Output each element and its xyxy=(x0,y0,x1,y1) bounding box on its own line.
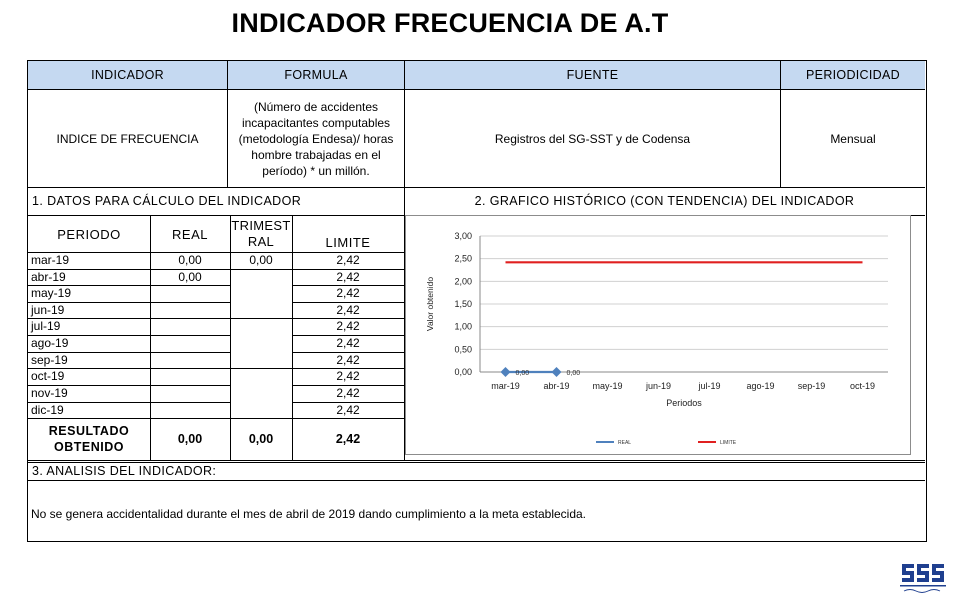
header-fuente: FUENTE xyxy=(404,61,780,89)
y-tick-label: 0,50 xyxy=(454,344,472,355)
legend-limite-label: LIMITE xyxy=(720,440,737,446)
formula-value xyxy=(227,89,404,187)
formula-line: hombre trabajadas en el xyxy=(251,147,381,162)
section-grafico-title: 2. GRAFICO HISTÓRICO (CON TENDENCIA) DEL INDICADOR xyxy=(474,194,855,208)
row-periodo: mar-19 xyxy=(31,253,70,267)
col-limite: LIMITE xyxy=(325,234,371,250)
page-title: INDICADOR FRECUENCIA DE A.T xyxy=(231,8,669,38)
y-tick-label: 1,00 xyxy=(454,321,472,332)
row-limite: 2,42 xyxy=(336,386,360,400)
x-axis-title: Periodos xyxy=(666,398,702,408)
y-axis-title: Valor obtenido xyxy=(425,276,435,332)
formula-line: (metodología Endesa)/ horas xyxy=(238,131,394,146)
company-logo xyxy=(894,560,952,598)
col-trimestral-line: TRIMEST xyxy=(231,218,291,233)
col-real: REAL xyxy=(172,226,208,242)
formula-line: período) * un millón. xyxy=(262,163,370,178)
analysis-text: No se genera accidentalidad durante el mes de abril de 2019 dando cumplimiento a la meta establecida. xyxy=(31,507,587,521)
x-tick-label: jun-19 xyxy=(645,381,672,391)
row-periodo: jul-19 xyxy=(31,319,61,333)
header-formula: FORMULA xyxy=(227,61,404,89)
y-tick-label: 2,00 xyxy=(454,276,472,287)
y-tick-label: 1,50 xyxy=(454,299,472,309)
resultado-limite: 2,42 xyxy=(335,432,361,446)
row-periodo: ago-19 xyxy=(31,336,69,350)
y-tick-label: 2,50 xyxy=(454,253,472,264)
resultado-label-line: RESULTADO xyxy=(48,424,130,438)
row-limite: 2,42 xyxy=(336,336,360,350)
row-real: 0,00 xyxy=(178,253,202,267)
header-indicador: INDICADOR xyxy=(28,61,227,89)
row-limite: 2,42 xyxy=(336,270,360,284)
header-periodicidad: PERIODICIDAD xyxy=(780,61,925,89)
row-periodo: dic-19 xyxy=(31,403,64,417)
trend-chart xyxy=(405,215,911,455)
fuente-value: Registros del SG-SST y de Codensa xyxy=(404,89,780,187)
formula-line: incapacitantes computables xyxy=(241,115,391,130)
row-limite: 2,42 xyxy=(336,353,360,367)
col-trimestral xyxy=(230,216,292,252)
x-tick-label: abr-19 xyxy=(543,381,570,391)
section-datos-title: 1. DATOS PARA CÁLCULO DEL INDICADOR xyxy=(32,194,302,208)
x-tick-label: ago-19 xyxy=(746,381,775,391)
x-tick-label: oct-19 xyxy=(849,381,876,391)
col-periodo: PERIODO xyxy=(57,226,121,242)
real-point xyxy=(501,367,511,377)
y-tick-label: 0,00 xyxy=(454,367,472,377)
row-periodo: sep-19 xyxy=(31,353,68,367)
resultado-label xyxy=(28,418,150,460)
resultado-label-line: OBTENIDO xyxy=(54,440,124,454)
row-limite: 2,42 xyxy=(336,253,360,267)
row-periodo: oct-19 xyxy=(31,369,65,383)
resultado-real: 0,00 xyxy=(177,432,203,446)
row-limite: 2,42 xyxy=(336,403,360,417)
real-data-label: 0,00 xyxy=(515,370,530,377)
logo-icon xyxy=(894,560,952,598)
formula-line: (Número de accidentes xyxy=(253,99,379,114)
row-periodo: abr-19 xyxy=(31,270,66,284)
periodicidad-value: Mensual xyxy=(780,89,925,187)
indicador-value: INDICE DE FRECUENCIA xyxy=(28,89,227,187)
x-tick-label: may-19 xyxy=(592,381,623,391)
row-limite: 2,42 xyxy=(336,319,360,333)
col-trimestral-line: RAL xyxy=(247,234,275,249)
row-trimestral: 0,00 xyxy=(249,253,273,267)
trend-chart-svg xyxy=(406,216,912,456)
row-limite: 2,42 xyxy=(336,286,360,300)
resultado-trimestral: 0,00 xyxy=(248,432,274,446)
row-real: 0,00 xyxy=(178,270,202,284)
legend-real-label: REAL xyxy=(618,440,632,446)
real-data-label: 0,00 xyxy=(566,370,581,377)
y-tick-label: 3,00 xyxy=(454,231,472,241)
row-limite: 2,42 xyxy=(336,303,360,317)
section-analisis-title: 3. ANALISIS DEL INDICADOR: xyxy=(32,464,217,478)
x-tick-label: jul-19 xyxy=(698,381,721,391)
x-tick-label: mar-19 xyxy=(491,381,520,391)
row-limite: 2,42 xyxy=(336,369,360,383)
real-point xyxy=(552,367,562,377)
row-periodo: may-19 xyxy=(31,286,72,300)
row-periodo: jun-19 xyxy=(31,303,65,317)
x-tick-label: sep-19 xyxy=(797,381,826,391)
row-periodo: nov-19 xyxy=(31,386,68,400)
